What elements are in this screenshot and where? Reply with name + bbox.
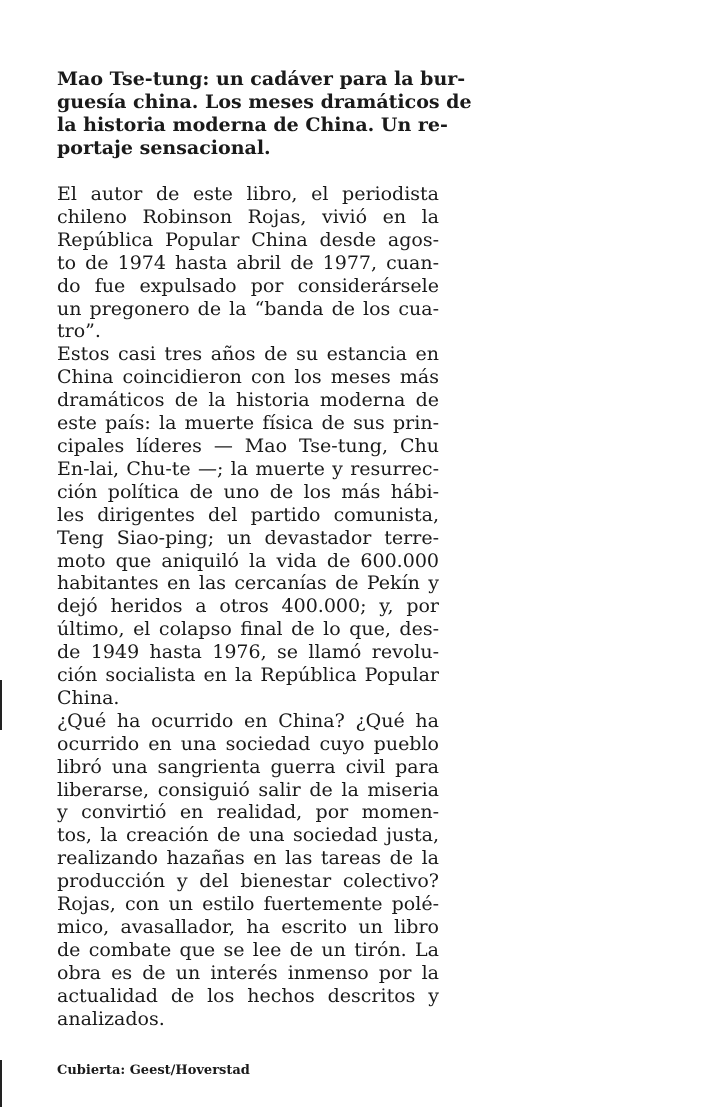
body-text-line: chileno Robinson Rojas, vivió en la xyxy=(57,205,439,228)
headline-paragraph xyxy=(57,68,472,160)
body-text-line: ción socialista en la República Popular xyxy=(57,664,439,687)
body-text-line: mico, avasallador, ha escrito un libro xyxy=(57,916,439,938)
headline-line: la historia moderna de China. Un re- xyxy=(57,113,448,136)
body-text-line: tos, la creación de una sociedad justa, xyxy=(57,824,439,847)
body-text-line: liberarse, consiguió salir de la miseria xyxy=(57,778,439,801)
page-edge-mark xyxy=(0,680,2,730)
headline-line: guesía china. Los meses dramáticos de xyxy=(57,90,472,113)
body-text-line: to de 1974 hasta abril de 1977, cuan- xyxy=(57,251,439,274)
body-text-line: El autor de este libro, el periodista xyxy=(57,183,439,205)
body-text-line: Teng Siao-ping; un devastador terre- xyxy=(57,526,439,549)
cover-credit: Cubierta: Geest/Hoverstad xyxy=(57,1063,250,1078)
body-text-line: analizados. xyxy=(57,1007,165,1030)
body-text-line: tro”. xyxy=(57,320,101,343)
body-text-line: ¿Qué ha ocurrido en China? ¿Qué ha xyxy=(57,709,439,732)
body-text-line: dramáticos de la historia moderna de xyxy=(57,389,439,412)
body-text-line: un pregonero de la “banda de los cua- xyxy=(57,297,439,320)
body-text-line: actualidad de los hechos descritos y xyxy=(57,984,439,1007)
body-text-line: cipales líderes — Mao Tse-tung, Chu xyxy=(57,434,439,457)
page-edge-mark xyxy=(0,1060,2,1107)
body-text-line: realizando hazañas en las tareas de la xyxy=(57,847,439,870)
body-text-line: de 1949 hasta 1976, se llamó revolu- xyxy=(57,641,439,664)
body-text-line: de combate que se lee de un tirón. La xyxy=(57,938,439,961)
body-text-line: libró una sangrienta guerra civil para xyxy=(57,755,439,778)
body-text-line: dejó heridos a otros 400.000; y, por xyxy=(57,595,439,618)
headline-line: portaje sensacional. xyxy=(57,136,271,159)
body-text-line: ocurrido en una sociedad cuyo pueblo xyxy=(57,732,439,755)
body-text-line: Estos casi tres años de su estancia en xyxy=(57,343,439,366)
body-text-line: producción y del bienestar colectivo? xyxy=(57,870,439,893)
headline-line: Mao Tse-tung: un cadáver para la bur- xyxy=(57,68,466,90)
body-text-line: República Popular China desde agos- xyxy=(57,228,439,251)
body-text-line: China. xyxy=(57,686,120,709)
body-text-line: ción política de uno de los más hábi- xyxy=(57,480,439,503)
body-text-line: último, el colapso final de lo que, des- xyxy=(57,618,439,641)
body-text-line: En-lai, Chu-te —; la muerte y resurrec- xyxy=(57,457,439,480)
body-text-line: habitantes en las cercanías de Pekín y xyxy=(57,572,439,595)
body-text-line: y convirtió en realidad, por momen- xyxy=(57,801,439,824)
body-text-line: China coincidieron con los meses más xyxy=(57,366,439,389)
body-text-line: les dirigentes del partido comunista, xyxy=(57,503,439,526)
body-text-line: obra es de un interés inmenso por la xyxy=(57,961,439,984)
body-text-line: este país: la muerte física de sus prin- xyxy=(57,412,439,435)
synopsis-text xyxy=(57,183,439,1031)
body-text-line: Rojas, con un estilo fuertemente polé- xyxy=(57,893,439,916)
body-text-line: moto que aniquiló la vida de 600.000 xyxy=(57,549,439,572)
body-text-line: do fue expulsado por considerársele xyxy=(57,274,439,297)
